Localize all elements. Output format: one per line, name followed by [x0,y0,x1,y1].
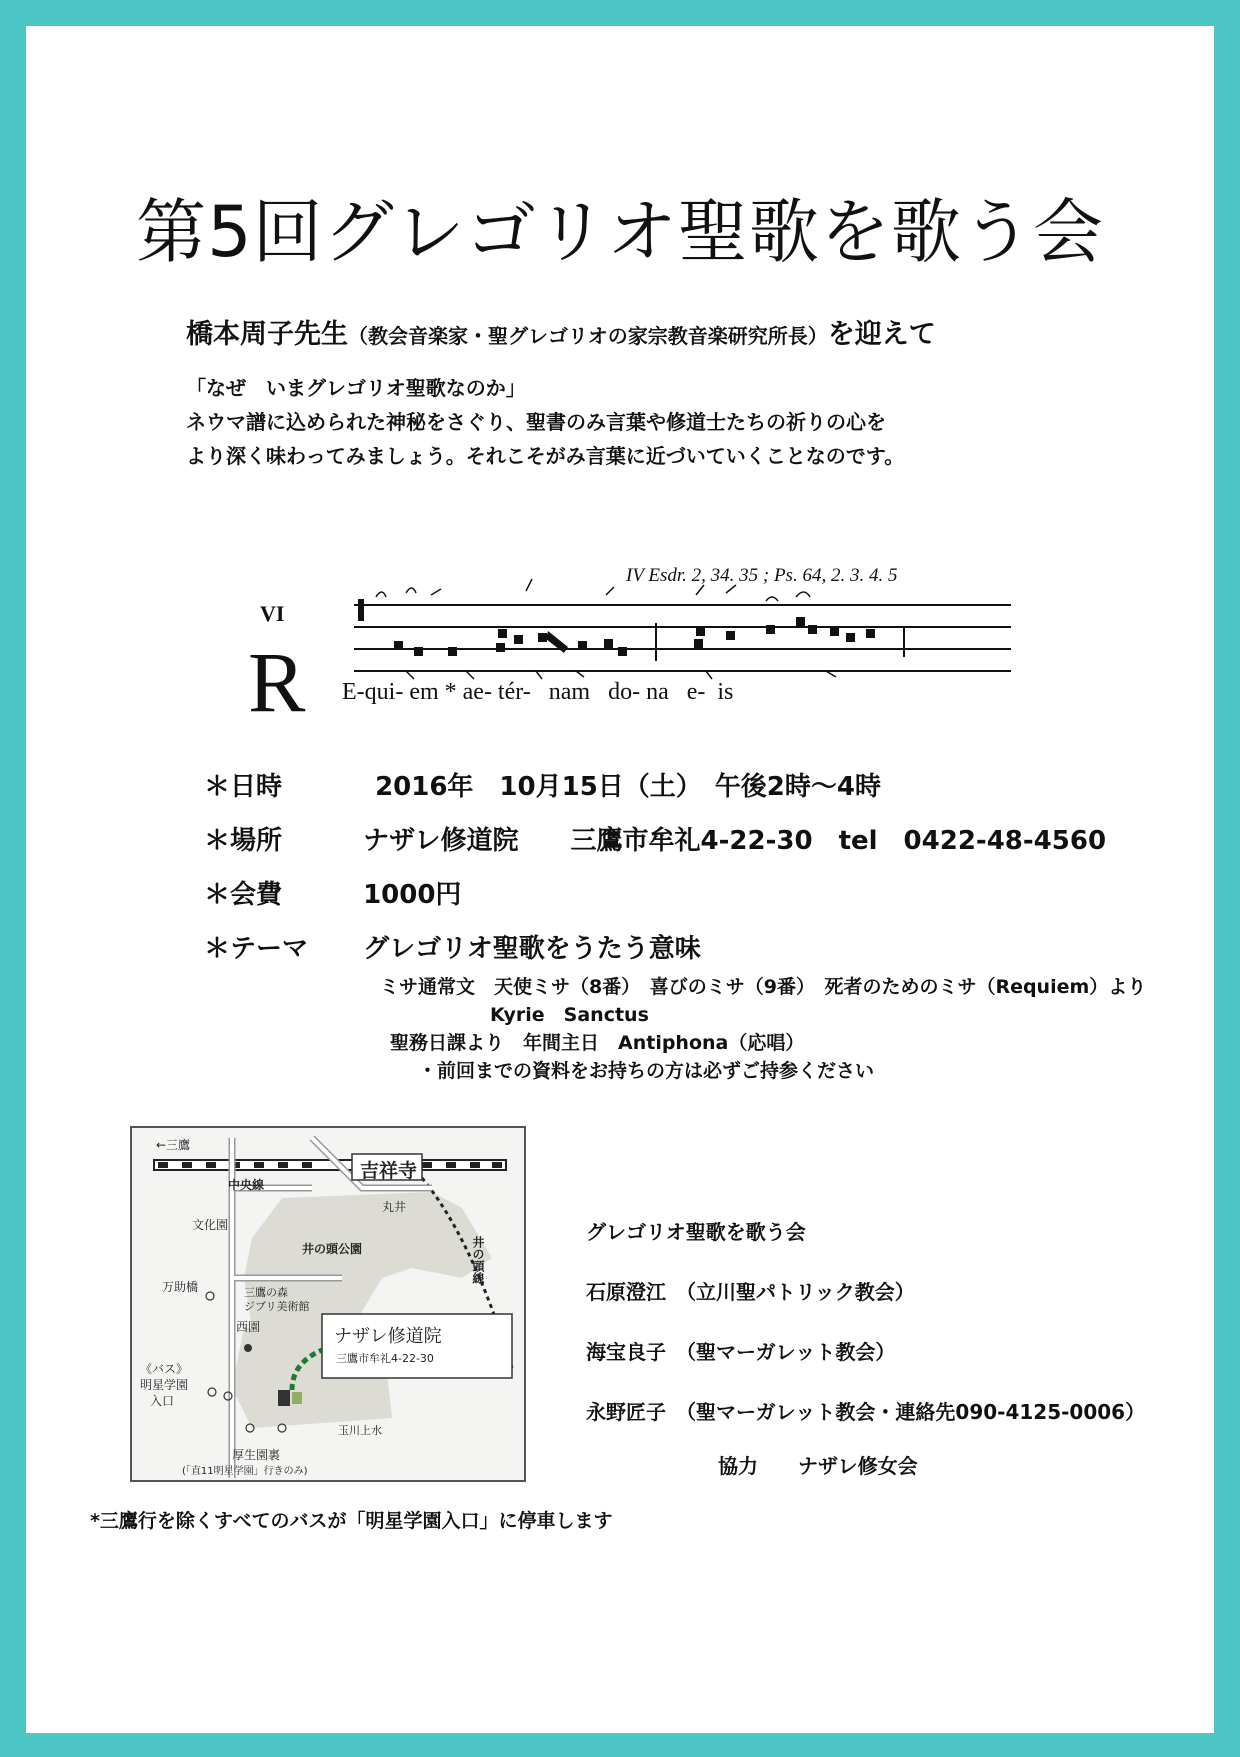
map-bunkaen: 文化園 [192,1218,229,1232]
intro-text [186,371,904,473]
theme-detail-2: Kyrie Sanctus [490,1004,649,1026]
staff-lines [354,605,1011,671]
map-nazare-address: 三鷹市牟礼4-22-30 [336,1352,434,1365]
organizer-member-2: 海宝良子 （聖マーガレット教会） [586,1340,896,1364]
score-lyrics: E-qui- em * ae- tér- nam do- na e- is [342,679,734,705]
date-label: ＊日時 [204,772,283,802]
organizer-member-1: 石原澄江 （立川聖パトリック教会） [586,1280,915,1304]
nazare-building [278,1390,290,1406]
map-manjobashi: 万助橋 [162,1280,199,1294]
map-bus-2: 明星学園 [140,1378,189,1392]
map-chuo-line: 中央線 [228,1178,265,1192]
map-ghibli-1: 三鷹の森 [244,1286,288,1299]
chant-score [226,531,1026,731]
place-label: ＊場所 [204,826,283,856]
fee-row [204,874,461,911]
score-reference: IV Esdr. 2, 34. 35 ; Ps. 64, 2. 3. 4. 5 [626,565,898,586]
lecturer-name: 橋本周子先生 [186,319,348,350]
map-nazare: ナザレ修道院 [334,1326,442,1347]
intro-line-2: ネウマ譜に込められた神秘をさぐり、聖書のみ言葉や修道士たちの祈りの心を [186,410,886,434]
map-drawing [132,1128,524,1480]
map-koseien-note: (「直11明星学園」行きのみ) [182,1466,308,1477]
lecturer-line [186,312,936,351]
score-initial: R [248,634,306,730]
theme-row [204,928,701,965]
map-marui: 丸井 [382,1200,407,1214]
intro-line-1: 「なぜ いまグレゴリオ聖歌なのか」 [186,376,526,400]
organizer-member-3: 永野匠子 （聖マーガレット教会・連絡先090-4125-0006） [586,1400,1146,1424]
theme-detail-1: ミサ通常文 天使ミサ（8番） 喜びのミサ（9番） 死者のためのミサ（Requiem）より [380,976,1147,998]
organizer-group: グレゴリオ聖歌を歌う会 [586,1220,806,1244]
theme-detail-4: ・前回までの資料をお持ちの方は必ずご持参ください [418,1060,875,1082]
fee-value: 1000円 [363,880,462,910]
date-row [204,766,881,803]
date-value: 2016年 10月15日（土） 午後2時～4時 [375,772,881,802]
map-nishien: 西園 [236,1320,261,1334]
score-mode: VI [260,601,285,626]
theme-value: グレゴリオ聖歌をうたう意味 [363,934,701,964]
map-tamagawa: 玉川上水 [338,1424,382,1437]
event-title: 第5回グレゴリオ聖歌を歌う会 [136,191,1104,273]
map-kichijoji: 吉祥寺 [360,1160,418,1182]
map-bus-3: 入口 [150,1394,175,1408]
theme-label: ＊テーマ [204,934,309,964]
fee-label: ＊会費 [204,880,283,910]
neumes [358,599,904,661]
map-inokashira-line: 井の頭線 [471,1236,485,1284]
map-to-mitaka: ←三鷹 [156,1138,191,1152]
intro-line-3: より深く味わってみましょう。それこそがみ言葉に近づいていくことなのです。 [186,444,905,468]
place-value: ナザレ修道院 三鷹市牟礼4-22-30 tel 0422-48-4560 [363,826,1107,856]
lecturer-suffix: を迎えて [827,319,936,350]
access-map [130,1126,526,1482]
railway-line [154,1160,506,1170]
bus-note: *三鷹行を除くすべてのバスが「明星学園入口」に停車します [90,1510,613,1532]
map-bus-1: 《バス》 [140,1362,189,1376]
organizer-support: 協力 ナザレ修女会 [718,1454,918,1478]
place-row [204,820,1106,857]
theme-detail-3: 聖務日課より 年間主日 Antiphona（応唱） [390,1032,805,1054]
map-park: 井の頭公園 [302,1242,363,1256]
map-ghibli-2: ジブリ美術館 [244,1300,310,1313]
lecturer-affiliation: （教会音楽家・聖グレゴリオの家宗教音楽研究所長） [348,324,828,348]
map-koseien: 厚生園裏 [232,1448,281,1462]
